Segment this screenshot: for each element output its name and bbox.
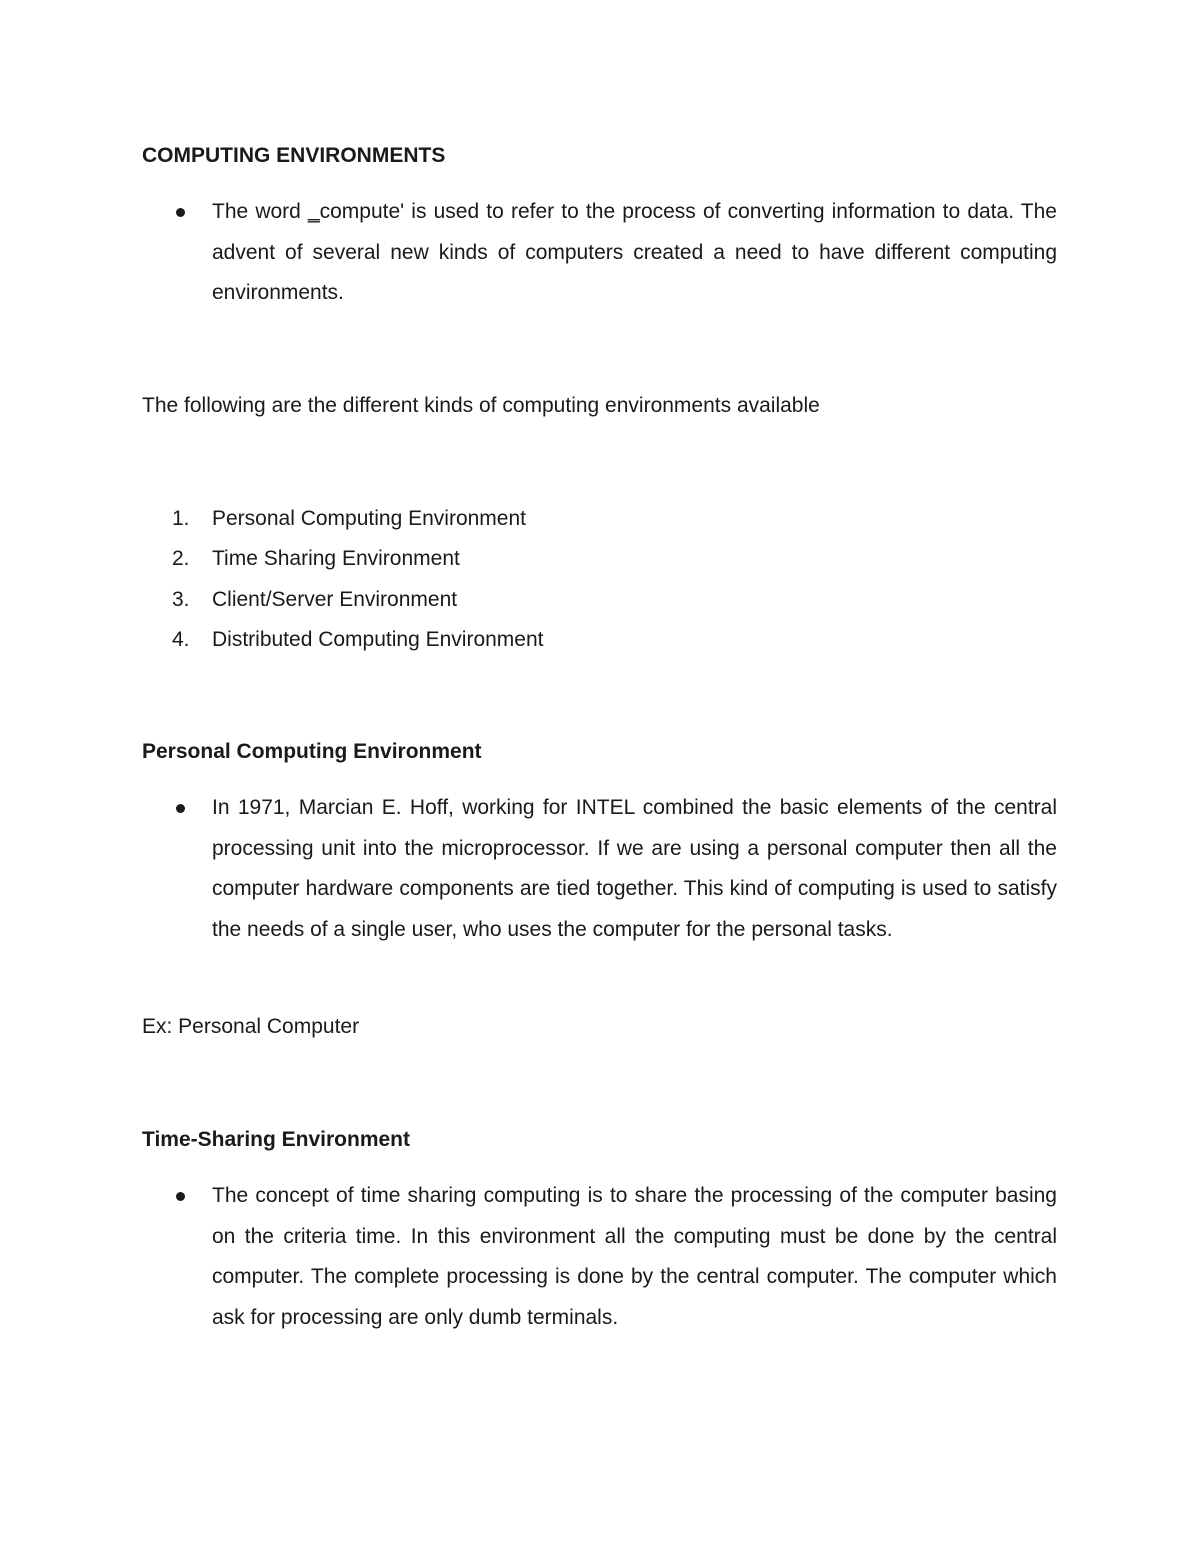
list-item-label: Distributed Computing Environment xyxy=(212,628,544,651)
list-item xyxy=(172,546,460,572)
list-item-number: 4. xyxy=(172,628,190,651)
list-item-label: Time Sharing Environment xyxy=(212,547,460,570)
list-item-label: Client/Server Environment xyxy=(212,588,458,611)
timesharing-bullet-text: The concept of time sharing computing is to share the processing of the computer basing on the criteria time. In this environment all the computing must be done by the central computer. The complete processing is done by the central computer. The computer which ask for processing are only dumb terminals. xyxy=(212,1184,1057,1329)
section-heading-personal: Personal Computing Environment xyxy=(142,740,482,763)
personal-bullet-text: In 1971, Marcian E. Hoff, working for INTEL combined the basic elements of the central processing unit into the microprocessor. If we are using a personal computer then all the computer hardware components are tied together. This kind of computing is used to satisfy the needs of a single user, who uses the computer for the personal tasks. xyxy=(212,796,1057,941)
list-item-number: 1. xyxy=(172,507,190,530)
list-item-label: Personal Computing Environment xyxy=(212,507,526,530)
bullet-dot-icon xyxy=(176,1192,185,1201)
list-item-number: 2. xyxy=(172,547,190,570)
list-item xyxy=(172,587,457,613)
list-item xyxy=(172,506,526,532)
bullet-dot-icon xyxy=(176,804,185,813)
example-text: Ex: Personal Computer xyxy=(142,1015,360,1038)
section-heading-timesharing: Time-Sharing Environment xyxy=(142,1128,410,1151)
list-intro-text: The following are the different kinds of computing environments available xyxy=(142,394,820,417)
document-title: COMPUTING ENVIRONMENTS xyxy=(142,144,446,167)
intro-bullet-text: The word ‗compute' is used to refer to the process of converting information to data. The advent of several new kinds of computers created a need to have different computing environments. xyxy=(212,200,1057,304)
list-item xyxy=(172,627,544,653)
list-item-number: 3. xyxy=(172,588,190,611)
bullet-dot-icon xyxy=(176,208,185,217)
